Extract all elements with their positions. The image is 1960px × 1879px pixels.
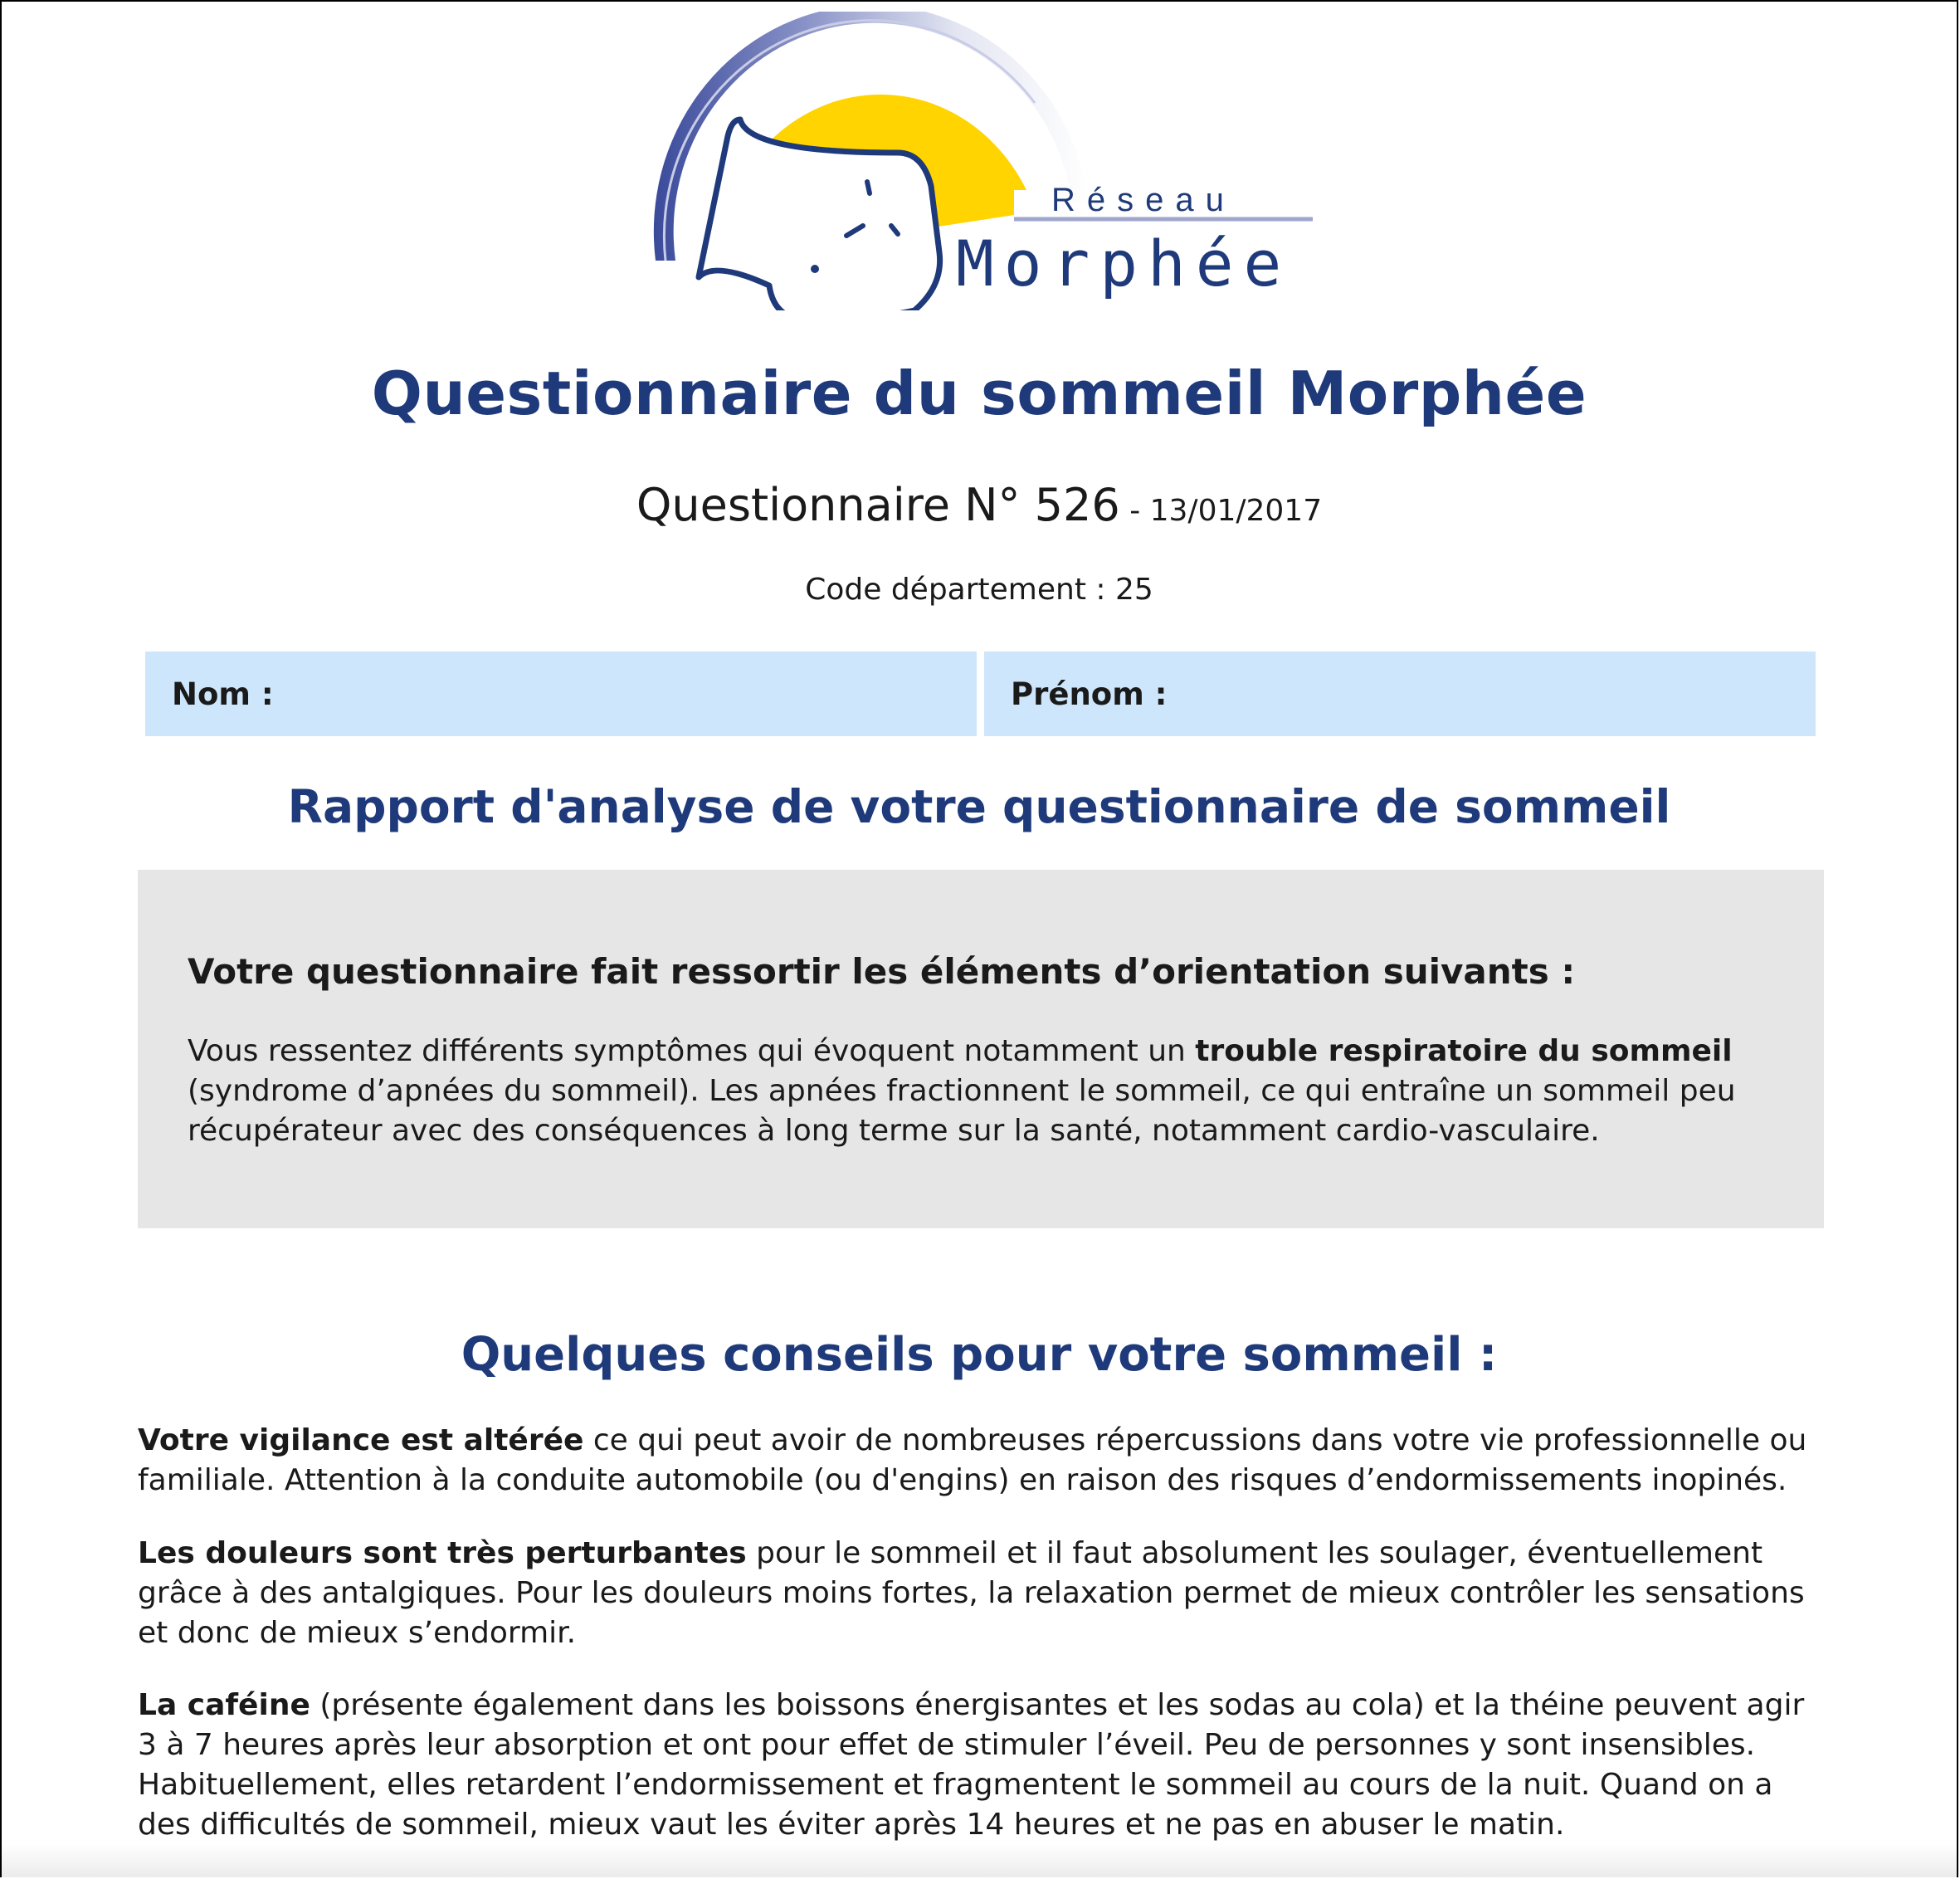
advice-paragraph xyxy=(138,1421,1831,1501)
logo-text-reseau: Réseau xyxy=(1051,182,1236,218)
orientation-diagnosis: trouble respiratoire du sommeil xyxy=(1195,1034,1733,1068)
questionnaire-date: - 13/01/2017 xyxy=(1119,494,1323,528)
page-title: Questionnaire du sommeil Morphée xyxy=(371,359,1587,428)
department-code: Code département : 25 xyxy=(805,573,1153,607)
prenom-label: Prénom : xyxy=(1011,676,1168,712)
questionnaire-label: Questionnaire N° 526 xyxy=(636,479,1120,531)
bottom-fade xyxy=(2,1844,1957,1877)
advice-body: pour le sommeil et il faut absolument les soulager, éventuellement grâce à des antalgiques. Pour les douleurs moins fortes, la relaxation permet de mieux contrôler les sensations et donc de mieux s’endormir. xyxy=(138,1536,1805,1650)
questionnaire-number xyxy=(2,479,1957,531)
orientation-text-intro: Vous ressentez différents symptômes qui évoquent notamment un xyxy=(188,1034,1196,1068)
orientation-text-detail: (syndrome d’apnées du sommeil). Les apnées fractionnent le sommeil, ce qui entraîne un sommeil peu récupérateur avec des conséquences à long terme sur la santé, notamment cardio-vasculaire. xyxy=(188,1074,1736,1148)
advice-body: (présente également dans les boissons énergisantes et les sodas au cola) et la théine peuvent agir 3 à 7 heures après leur absorption et ont pour effet de stimuler l’éveil. Peu de personnes y sont insensibles. Habituellement, elles retardent l’endormissement et fragmentent le sommeil au cours de la nuit. Quand on a des difficultés de sommeil, mieux vaut les éviter après 14 heures et ne pas en abuser le matin. xyxy=(138,1688,1805,1842)
orientation-text xyxy=(188,1032,1774,1151)
advice-body: ce qui peut avoir de nombreuses répercussions dans votre vie professionnelle ou familiale. Attention à la conduite automobile (ou d'engins) en raison des risques d’endormissements inopinés. xyxy=(138,1423,1807,1497)
advice-lead: Les douleurs sont très perturbantes xyxy=(138,1536,747,1570)
orientation-heading: Votre questionnaire fait ressortir les éléments d’orientation suivants : xyxy=(188,951,1576,992)
nom-field xyxy=(145,652,977,736)
logo-text-morphee: Morphée xyxy=(956,227,1292,300)
advice-lead: Votre vigilance est altérée xyxy=(138,1423,584,1457)
reseau-morphee-logo xyxy=(649,12,1313,310)
advice-title: Quelques conseils pour votre sommeil : xyxy=(461,1328,1498,1382)
prenom-field xyxy=(984,652,1816,736)
report-title: Rapport d'analyse de votre questionnaire de sommeil xyxy=(287,780,1671,833)
advice-paragraph xyxy=(138,1686,1831,1845)
advice-paragraph xyxy=(138,1534,1831,1653)
orientation-box xyxy=(138,870,1824,1228)
nom-label: Nom : xyxy=(172,676,274,712)
advice-lead: La caféine xyxy=(138,1688,310,1722)
